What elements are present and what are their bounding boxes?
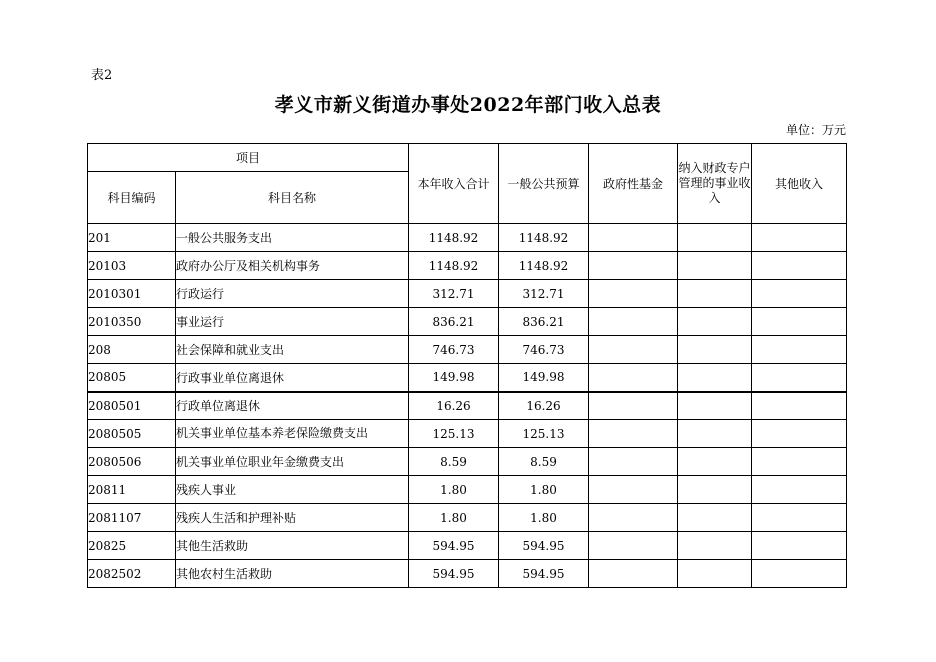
row-general-budget: 125.13 — [499, 420, 589, 448]
row-other-income — [752, 336, 847, 364]
row-special-account — [678, 280, 752, 308]
row-other-income — [752, 448, 847, 476]
row-other-income — [752, 476, 847, 504]
header-other-income: 其他收入 — [752, 144, 847, 224]
row-gov-fund — [589, 224, 678, 252]
row-other-income — [752, 532, 847, 560]
row-name: 行政运行 — [176, 280, 409, 308]
header-gov-fund: 政府性基金 — [589, 144, 678, 224]
row-total: 594.95 — [409, 532, 499, 560]
row-other-income — [752, 252, 847, 280]
row-special-account — [678, 504, 752, 532]
row-gov-fund — [589, 392, 678, 420]
row-special-account — [678, 392, 752, 420]
row-general-budget: 16.26 — [499, 392, 589, 420]
row-code: 201 — [88, 224, 176, 252]
row-total: 1148.92 — [409, 252, 499, 280]
row-code: 2081107 — [88, 504, 176, 532]
row-code: 208 — [88, 336, 176, 364]
row-name: 其他生活救助 — [176, 532, 409, 560]
row-total: 836.21 — [409, 308, 499, 336]
table-number-label: 表2 — [91, 68, 113, 83]
row-other-income — [752, 280, 847, 308]
row-special-account — [678, 560, 752, 588]
row-total: 594.95 — [409, 560, 499, 588]
row-total: 746.73 — [409, 336, 499, 364]
table-row — [88, 364, 847, 392]
row-gov-fund — [589, 364, 678, 392]
row-name: 其他农村生活救助 — [176, 560, 409, 588]
row-code: 20805 — [88, 364, 176, 392]
row-general-budget: 312.71 — [499, 280, 589, 308]
header-total: 本年收入合计 — [409, 144, 499, 224]
row-special-account — [678, 476, 752, 504]
row-name: 行政单位离退休 — [176, 392, 409, 420]
row-general-budget: 1148.92 — [499, 224, 589, 252]
row-other-income — [752, 420, 847, 448]
row-code: 20811 — [88, 476, 176, 504]
row-total: 1.80 — [409, 504, 499, 532]
row-special-account — [678, 448, 752, 476]
table-row — [88, 308, 847, 336]
table-row — [88, 532, 847, 560]
row-code: 2080501 — [88, 392, 176, 420]
row-gov-fund — [589, 560, 678, 588]
header-general-budget: 一般公共预算 — [499, 144, 589, 224]
row-other-income — [752, 224, 847, 252]
row-code: 2080505 — [88, 420, 176, 448]
row-name: 行政事业单位离退休 — [176, 364, 409, 392]
row-special-account — [678, 420, 752, 448]
row-special-account — [678, 224, 752, 252]
row-general-budget: 1148.92 — [499, 252, 589, 280]
row-gov-fund — [589, 336, 678, 364]
row-gov-fund — [589, 308, 678, 336]
table-row — [88, 448, 847, 476]
row-general-budget: 594.95 — [499, 532, 589, 560]
table-row — [88, 280, 847, 308]
table-row — [88, 392, 847, 420]
row-general-budget: 746.73 — [499, 336, 589, 364]
row-name: 一般公共服务支出 — [176, 224, 409, 252]
header-name: 科目名称 — [176, 172, 409, 224]
row-gov-fund — [589, 532, 678, 560]
row-code: 2010301 — [88, 280, 176, 308]
row-special-account — [678, 364, 752, 392]
row-name: 机关事业单位基本养老保险缴费支出 — [176, 420, 409, 448]
row-general-budget: 149.98 — [499, 364, 589, 392]
row-special-account — [678, 308, 752, 336]
row-total: 16.26 — [409, 392, 499, 420]
unit-label: 单位：万元 — [785, 123, 846, 137]
row-name: 政府办公厅及相关机构事务 — [176, 252, 409, 280]
row-name: 机关事业单位职业年金缴费支出 — [176, 448, 409, 476]
row-code: 20825 — [88, 532, 176, 560]
row-general-budget: 836.21 — [499, 308, 589, 336]
row-other-income — [752, 392, 847, 420]
row-total: 1.80 — [409, 476, 499, 504]
header-special-account: 纳入财政专户管理的事业收入 — [678, 144, 752, 224]
row-gov-fund — [589, 476, 678, 504]
table-row — [88, 336, 847, 364]
row-gov-fund — [589, 280, 678, 308]
row-other-income — [752, 504, 847, 532]
row-general-budget: 1.80 — [499, 504, 589, 532]
header-code: 科目编码 — [88, 172, 176, 224]
row-gov-fund — [589, 448, 678, 476]
document-title: 孝义市新义街道办事处2022年部门收入总表 — [274, 94, 662, 116]
row-other-income — [752, 364, 847, 392]
row-code: 2010350 — [88, 308, 176, 336]
row-name: 事业运行 — [176, 308, 409, 336]
income-summary-table — [87, 143, 847, 588]
table-row — [88, 420, 847, 448]
row-special-account — [678, 252, 752, 280]
row-total: 312.71 — [409, 280, 499, 308]
row-total: 125.13 — [409, 420, 499, 448]
row-gov-fund — [589, 420, 678, 448]
row-general-budget: 594.95 — [499, 560, 589, 588]
table-row — [88, 476, 847, 504]
row-gov-fund — [589, 252, 678, 280]
row-other-income — [752, 308, 847, 336]
row-other-income — [752, 560, 847, 588]
row-name: 残疾人生活和护理补贴 — [176, 504, 409, 532]
row-total: 8.59 — [409, 448, 499, 476]
row-gov-fund — [589, 504, 678, 532]
row-special-account — [678, 532, 752, 560]
row-code: 2082502 — [88, 560, 176, 588]
table-row — [88, 560, 847, 588]
table-row — [88, 504, 847, 532]
row-general-budget: 8.59 — [499, 448, 589, 476]
row-name: 残疾人事业 — [176, 476, 409, 504]
header-project: 项目 — [88, 144, 409, 172]
row-total: 149.98 — [409, 364, 499, 392]
row-code: 2080506 — [88, 448, 176, 476]
row-name: 社会保障和就业支出 — [176, 336, 409, 364]
row-total: 1148.92 — [409, 224, 499, 252]
row-special-account — [678, 336, 752, 364]
row-general-budget: 1.80 — [499, 476, 589, 504]
table-row — [88, 252, 847, 280]
table-row — [88, 224, 847, 252]
row-code: 20103 — [88, 252, 176, 280]
